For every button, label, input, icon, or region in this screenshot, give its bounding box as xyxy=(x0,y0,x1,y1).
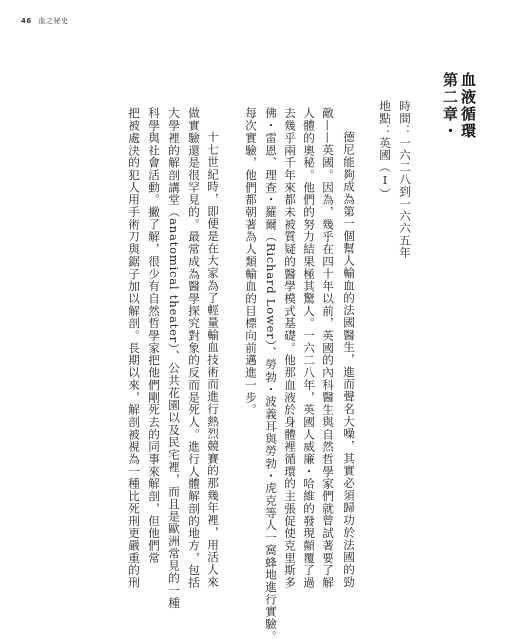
body-line: 十七世紀時，即便是在大家為了輕量輸血技術而進行熱烈競賽的那幾年裡，用活人來 xyxy=(206,131,220,588)
body-line: 科學與社會活動。撇了解，很少有自然哲學家把他們剛死去的同事來解剖，但他們常 xyxy=(147,107,161,564)
body-line: 德尼能夠成為第一個幫人輸血的法國醫生，進而聲名大噪，其實必須歸功於法國的勁 xyxy=(342,131,356,588)
body-line: 去幾乎兩千年來都未被質疑的醫學模式基礎。他那血液於身體裡循環的主張促使克里斯多 xyxy=(283,107,297,589)
body-line: 大學裡的解剖講堂（anatomical theater）、公共花園以及民宅裡，而且是歐洲常見的一種 xyxy=(167,107,181,609)
body-line: 人體的奧秘。他們的努力結果極其驚人。一六二八年，英國人威廉・哈維的發現顛覆了過 xyxy=(302,107,316,589)
chapter-title: 血液循環 xyxy=(459,72,477,140)
body-line: 佛・雷恩、理查・羅爾（Richard Lower）、勞勃・波義耳與勞勃・虎克等人一窩蜂地進行實驗。 xyxy=(264,107,278,643)
meta-place: 地點：英國（Ⅰ） xyxy=(378,100,392,200)
running-header-title: 血之祕史 xyxy=(38,17,69,25)
body-line: 把被處決的犯人用手術刀與鋸子加以解剖。長期以來，解剖被視為一種比死刑更嚴重的刑 xyxy=(127,107,141,589)
body-line: 敵——英國。因為，幾乎在四十年以前，英國的內科醫生與自然哲學家們就曾試著要了解 xyxy=(321,107,335,589)
chapter-number: 第二章・ xyxy=(441,72,459,140)
meta-time: 時間：一六二八到一六六五年 xyxy=(398,100,412,259)
body-line: 每次實驗，他們都朝著為人類輸血的目標向前邁進一步。 xyxy=(244,107,258,416)
body-line: 做實驗還是很罕見的。最常成為醫學探究對象的反而是死人。進行人體解剖的地方，包括 xyxy=(187,107,201,589)
page-number: 46 xyxy=(21,17,32,25)
running-header xyxy=(21,16,68,26)
